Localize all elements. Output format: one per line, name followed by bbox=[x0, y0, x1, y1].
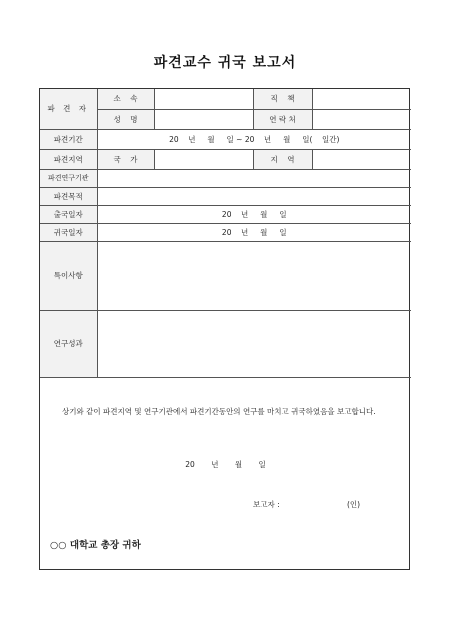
remarks-field[interactable] bbox=[97, 241, 411, 310]
country-field[interactable] bbox=[154, 149, 253, 169]
position-label: 직 책 bbox=[253, 89, 312, 109]
declaration-section bbox=[40, 386, 411, 569]
name-label: 성 명 bbox=[97, 109, 154, 129]
dispatcher-label: 파 견 자 bbox=[40, 89, 97, 129]
position-field[interactable] bbox=[312, 89, 411, 109]
seal-label: (인) bbox=[347, 500, 361, 509]
return-label: 귀국일자 bbox=[40, 223, 97, 241]
results-label: 연구성과 bbox=[40, 310, 97, 377]
results-field[interactable] bbox=[97, 310, 411, 377]
period-field[interactable]: 20 년 월 일 ~ 20 년 월 일( 일간) bbox=[97, 129, 411, 149]
document-title: 파견교수 귀국 보고서 bbox=[153, 55, 297, 71]
departure-date-field[interactable]: 20 년 월 일 bbox=[97, 205, 411, 223]
purpose-label: 파견목적 bbox=[40, 187, 97, 205]
reporter-label: 보고자 : bbox=[253, 500, 280, 509]
area-label: 지 역 bbox=[253, 149, 312, 169]
remarks-label: 특이사항 bbox=[40, 241, 97, 310]
return-date-field[interactable]: 20 년 월 일 bbox=[97, 223, 411, 241]
addressee: ○○ 대학교 총장 귀하 bbox=[50, 540, 141, 551]
affiliation-label: 소 속 bbox=[97, 89, 154, 109]
contact-label: 연 락 처 bbox=[253, 109, 312, 129]
affiliation-field[interactable] bbox=[154, 89, 253, 109]
purpose-field[interactable] bbox=[97, 187, 411, 205]
contact-field[interactable] bbox=[312, 109, 411, 129]
departure-label: 출국일자 bbox=[40, 205, 97, 223]
area-field[interactable] bbox=[312, 149, 411, 169]
name-field[interactable] bbox=[154, 109, 253, 129]
country-label: 국 가 bbox=[97, 149, 154, 169]
institution-field[interactable] bbox=[97, 169, 411, 187]
institution-label: 파견연구기관 bbox=[40, 169, 97, 187]
report-table bbox=[40, 89, 411, 378]
declaration-date: 20 년 월 일 bbox=[185, 460, 266, 469]
period-label: 파견기간 bbox=[40, 129, 97, 149]
region-label: 파견지역 bbox=[40, 149, 97, 169]
declaration-text: 상기와 같이 파견지역 및 연구기관에서 파견기간동안의 연구를 마치고 귀국하였음을 보고합니다. bbox=[62, 407, 376, 416]
report-form bbox=[39, 88, 410, 570]
